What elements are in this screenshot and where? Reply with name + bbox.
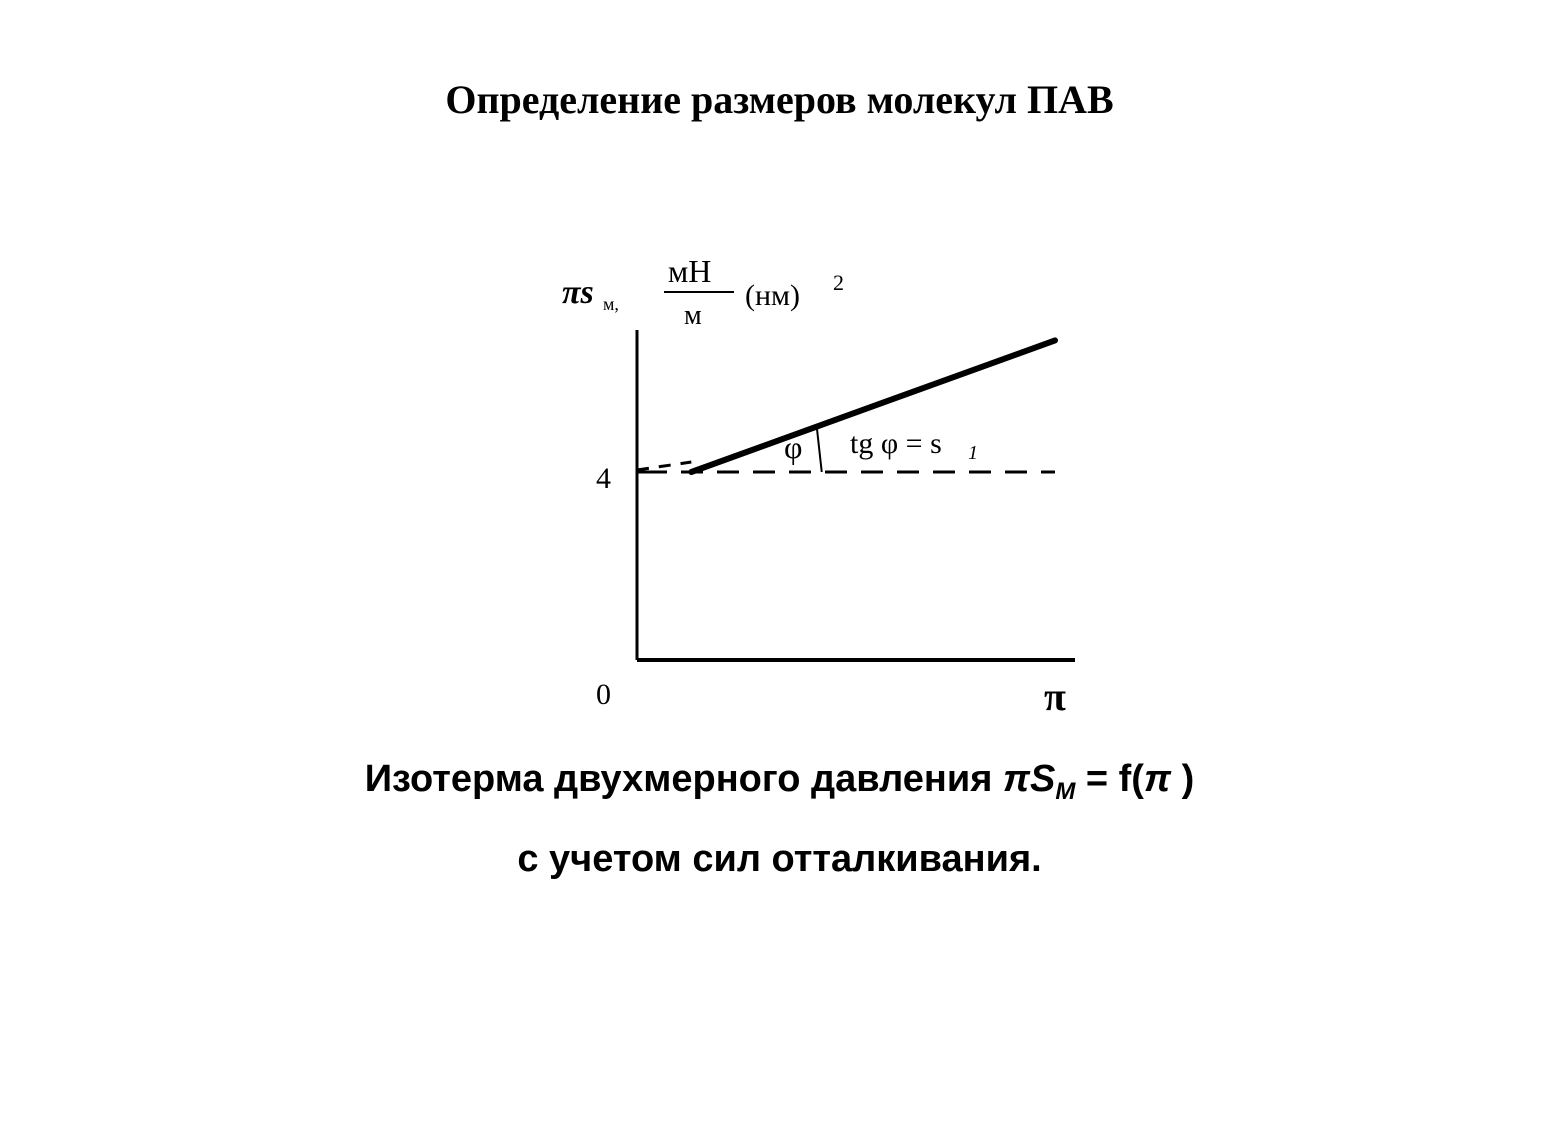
- y-tick-label-4: 4: [596, 462, 611, 495]
- caption-formula-sub: M: [1055, 778, 1076, 805]
- extrapolation-dashed-line: [637, 462, 691, 470]
- y-axis-unit-suffix: (нм): [745, 279, 801, 312]
- page-title: Определение размеров молекул ПАВ: [445, 77, 1114, 122]
- y-axis-unit-power: 2: [833, 270, 844, 295]
- x-axis-label: π: [1044, 674, 1066, 719]
- slope-annotation-subscript: 1: [968, 442, 978, 464]
- caption-formula-eq: = f(: [1075, 758, 1144, 800]
- caption-line-1: [0, 758, 1559, 806]
- caption-formula-arg: π: [1143, 758, 1172, 800]
- y-axis-subscript: м,: [603, 294, 619, 314]
- y-axis-symbol: πs: [562, 274, 594, 311]
- caption-formula-pi: πS: [1002, 758, 1056, 800]
- slope-annotation: tg φ = s: [850, 427, 942, 460]
- y-axis-unit-denominator: м: [684, 300, 702, 331]
- caption-line-2: с учетом сил отталкивания.: [517, 838, 1042, 880]
- caption-prefix: Изотерма двухмерного давления: [364, 758, 1003, 800]
- caption-formula-close: ): [1171, 758, 1195, 800]
- origin-label: 0: [596, 678, 611, 711]
- y-axis-unit-numerator: мН: [668, 253, 712, 289]
- angle-marker-line: [817, 427, 822, 472]
- angle-label: φ: [784, 429, 803, 465]
